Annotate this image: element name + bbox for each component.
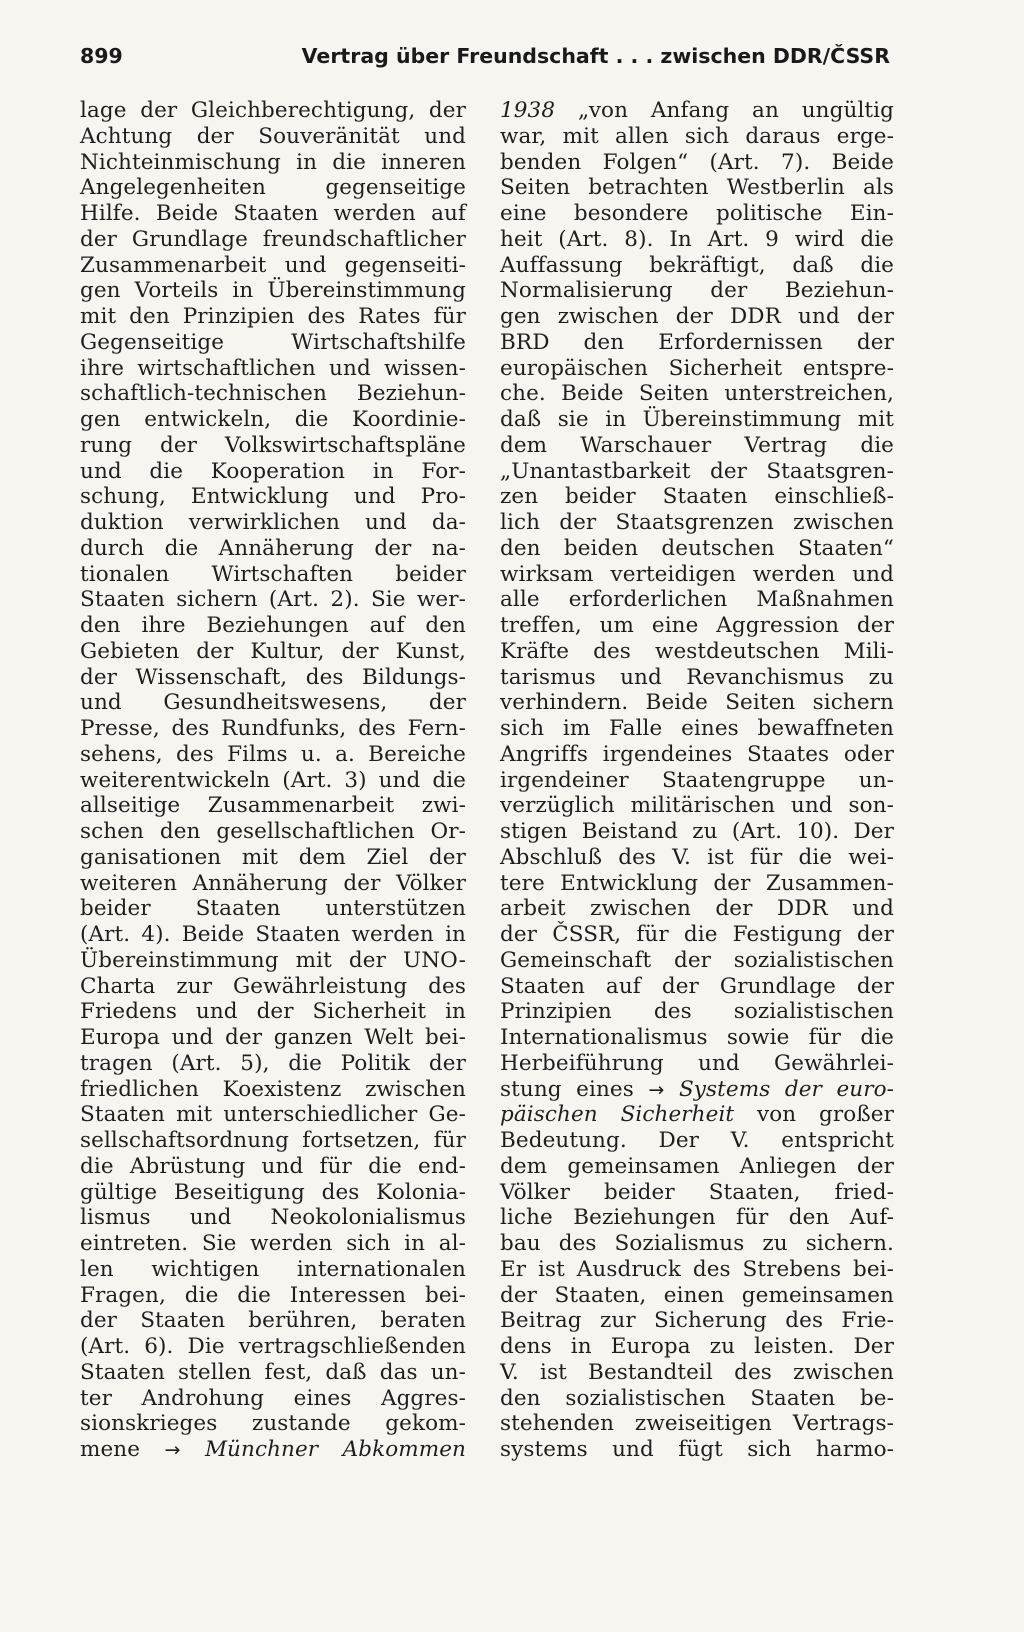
text-line: Herbeiführung und Gewährlei- [500,1050,894,1076]
text-line: Gegenseitige Wirtschaftshilfe [80,329,466,355]
text-line: sehens, des Films u. a. Bereiche [80,741,466,767]
text-line: ter Androhung eines Aggres- [80,1385,466,1411]
text-line: schen den gesellschaftlichen Or- [80,819,466,844]
text-line: Gebieten der Kultur, der Kunst, [80,638,466,664]
text-line: Seiten betrachten Westberlin als [500,175,894,201]
text-line: der ČSSR, für die Festigung der [500,922,894,947]
text-line: zen beider Staaten einschließ- [500,484,894,510]
text-line: Übereinstimmung mit der UNO- [80,947,466,973]
text-line: dens in Europa zu leisten. Der [500,1334,894,1359]
text-line: (Art. 6). Die vertragschließenden [80,1334,466,1359]
cross-reference-arrow-icon: → [648,1078,665,1101]
text-line: Angelegenheiten gegenseitige [80,175,466,201]
text-line: gen Vorteils in Übereinstimmung [80,278,466,304]
text-line: sellschaftsordnung fortsetzen, für [80,1128,466,1153]
text-line: tragen (Art. 5), die Politik der [80,1050,466,1076]
text-line: Auffassung bekräftigt, daß die [500,252,894,278]
text-line: dem gemeinsamen Anliegen der [500,1153,894,1179]
text-line: und die Kooperation in For- [80,458,466,484]
text-line: treffen, um eine Aggression der [500,613,894,638]
cross-reference-systems: Systems der euro- [678,1076,895,1102]
text-line: Hilfe. Beide Staaten werden auf [80,201,466,226]
left-text-column [80,98,466,1463]
text-line: die Abrüstung und für die end- [80,1153,466,1179]
text-line: allseitige Zusammenarbeit zwi- [80,793,466,819]
text-line: lich der Staatsgrenzen zwischen [500,510,894,535]
text-line-systems: stung eines → Systems der euro- [500,1076,895,1102]
text-line: war, mit allen sich daraus erge- [500,123,894,149]
left-column-lines [80,98,466,1437]
text-line: wirksam verteidigen werden und [500,561,894,587]
text-line: den ihre Beziehungen auf den [80,613,466,638]
text-line: heit (Art. 8). In Art. 9 wird die [500,226,894,252]
text-line: weiterentwickeln (Art. 3) und die [80,767,466,793]
text-line: gen entwickeln, die Koordinie- [80,407,466,432]
text-line: mit den Prinzipien des Rates für [80,304,466,329]
cross-reference-arrow-icon: → [164,1439,181,1461]
text-line: Gemeinschaft der sozialistischen [500,947,894,973]
text-line: V. ist Bestandteil des zwischen [500,1359,894,1385]
text-line: durch die Annäherung der na- [80,535,466,561]
text-line: den sozialistischen Staaten be- [500,1385,894,1411]
text-line: Nichteinmischung in die inneren [80,149,466,175]
text-line: liche Beziehungen für den Auf- [500,1205,894,1231]
text-line: lismus und Neokolonialismus [80,1205,466,1231]
text-line: lage der Gleichberechtigung, der [80,98,466,123]
text-line: Bedeutung. Der V. entspricht [500,1128,894,1153]
text-line-first-right: 1938 „von Anfang an ungültig [500,98,894,123]
text-line: Internationalismus sowie für die [500,1025,894,1050]
right-text-column [500,98,894,1463]
running-title: Vertrag über Freundschaft . . . zwischen DDR/ČSSR [301,44,890,68]
text-line: verhindern. Beide Seiten sichern [500,690,894,716]
text-line: eine besondere politische Ein- [500,201,894,226]
text-line: tarismus und Revanchismus zu [500,664,894,690]
text-line: Kräfte des westdeutschen Mili- [500,638,894,664]
text-line: verzüglich militärischen und son- [500,793,894,819]
text-line: ganisationen mit dem Ziel der [80,844,466,870]
text-line: bau des Sozialismus zu sichern. [500,1231,894,1256]
text-line: arbeit zwischen der DDR und [500,896,894,922]
text-line: Abschluß des V. ist für die wei- [500,844,894,870]
text-line: „Unantastbarkeit der Staatsgren- [500,458,894,484]
text-line: Presse, des Rundfunks, des Fern- [80,716,466,741]
text-line: stigen Beistand zu (Art. 10). Der [500,819,894,844]
text-line: eintreten. Sie werden sich in al- [80,1231,466,1256]
text-line: benden Folgen“ (Art. 7). Beide [500,149,894,175]
text-line: dem Warschauer Vertrag die [500,432,894,458]
text-line: weiteren Annäherung der Völker [80,870,466,896]
page-number: 899 [80,44,123,68]
text-line: Normalisierung der Beziehun- [500,278,894,304]
cross-reference-sicherheit: päischen Sicherheit [500,1102,735,1128]
text-line: Staaten auf der Grundlage der [500,973,894,999]
text-line: che. Beide Seiten unterstreichen, [500,381,894,407]
text-line: Völker beider Staaten, fried- [500,1179,894,1205]
text-line: schaftlich-technischen Beziehun- [80,381,466,407]
right-column-tail-lines [500,1128,894,1463]
text-line: Friedens und der Sicherheit in [80,999,466,1025]
text-line: der Grundlage freundschaftlicher [80,226,466,252]
italic-year: 1938 [500,98,556,123]
text-line: systems und fügt sich harmo- [500,1437,894,1462]
page-header [80,44,890,84]
text-line: (Art. 4). Beide Staaten werden in [80,922,466,947]
text-line: beider Staaten unterstützen [80,896,466,922]
text-line: und Gesundheitswesens, der [80,690,466,716]
text-line: friedlichen Koexistenz zwischen [80,1076,466,1102]
text-line: Europa und der ganzen Welt bei- [80,1025,466,1050]
text-line: gültige Beseitigung des Kolonia- [80,1179,466,1205]
text-line: Achtung der Souveränität und [80,123,466,149]
text-line: sionskrieges zustande gekom- [80,1411,466,1437]
text-line: BRD den Erfordernissen der [500,329,894,355]
text-line: duktion verwirklichen und da- [80,510,466,535]
text-line: den beiden deutschen Staaten“ [500,535,894,561]
text-line: europäischen Sicherheit entspre- [500,355,894,381]
text-line: Angriffs irgendeines Staates oder [500,741,894,767]
text-line: Zusammenarbeit und gegenseiti- [80,252,466,278]
text-line: daß sie in Übereinstimmung mit [500,407,894,432]
text-line-sicherheit: päischen Sicherheit von großer [500,1102,894,1128]
text-line: Staaten stellen fest, daß das un- [80,1359,466,1385]
text-line: alle erforderlichen Maßnahmen [500,587,894,613]
cross-reference-muenchner-abkommen: Münchner Abkommen [204,1437,466,1462]
text-line: stehenden zweiseitigen Vertrags- [500,1411,894,1437]
text-line: Beitrag zur Sicherung des Frie- [500,1308,894,1334]
text-line: Er ist Ausdruck des Strebens bei- [500,1256,894,1282]
right-column-lines [500,124,894,1077]
text-line: Fragen, die die Interessen bei- [80,1282,466,1308]
text-line: Charta zur Gewährleistung des [80,973,466,999]
text-line: Staaten sichern (Art. 2). Sie wer- [80,587,466,613]
text-line: Prinzipien des sozialistischen [500,999,894,1025]
text-line: der Wissenschaft, des Bildungs- [80,664,466,690]
text-line: Staaten mit unterschiedlicher Ge- [80,1102,466,1128]
text-line: irgendeiner Staatengruppe un- [500,767,894,793]
text-line: schung, Entwicklung und Pro- [80,484,466,510]
text-line: rung der Volkswirtschaftspläne [80,432,466,458]
text-line: len wichtigen internationalen [80,1256,466,1282]
text-line-final-left: mene → Münchner Abkommen [80,1437,466,1462]
text-line: ihre wirtschaftlichen und wissen- [80,355,466,381]
text-line: tere Entwicklung der Zusammen- [500,870,894,896]
text-line: sich im Falle eines bewaffneten [500,716,894,741]
text-line: der Staaten berühren, beraten [80,1308,466,1334]
text-line: der Staaten, einen gemeinsamen [500,1282,894,1308]
text-line: tionalen Wirtschaften beider [80,561,466,587]
text-line: gen zwischen der DDR und der [500,304,894,329]
